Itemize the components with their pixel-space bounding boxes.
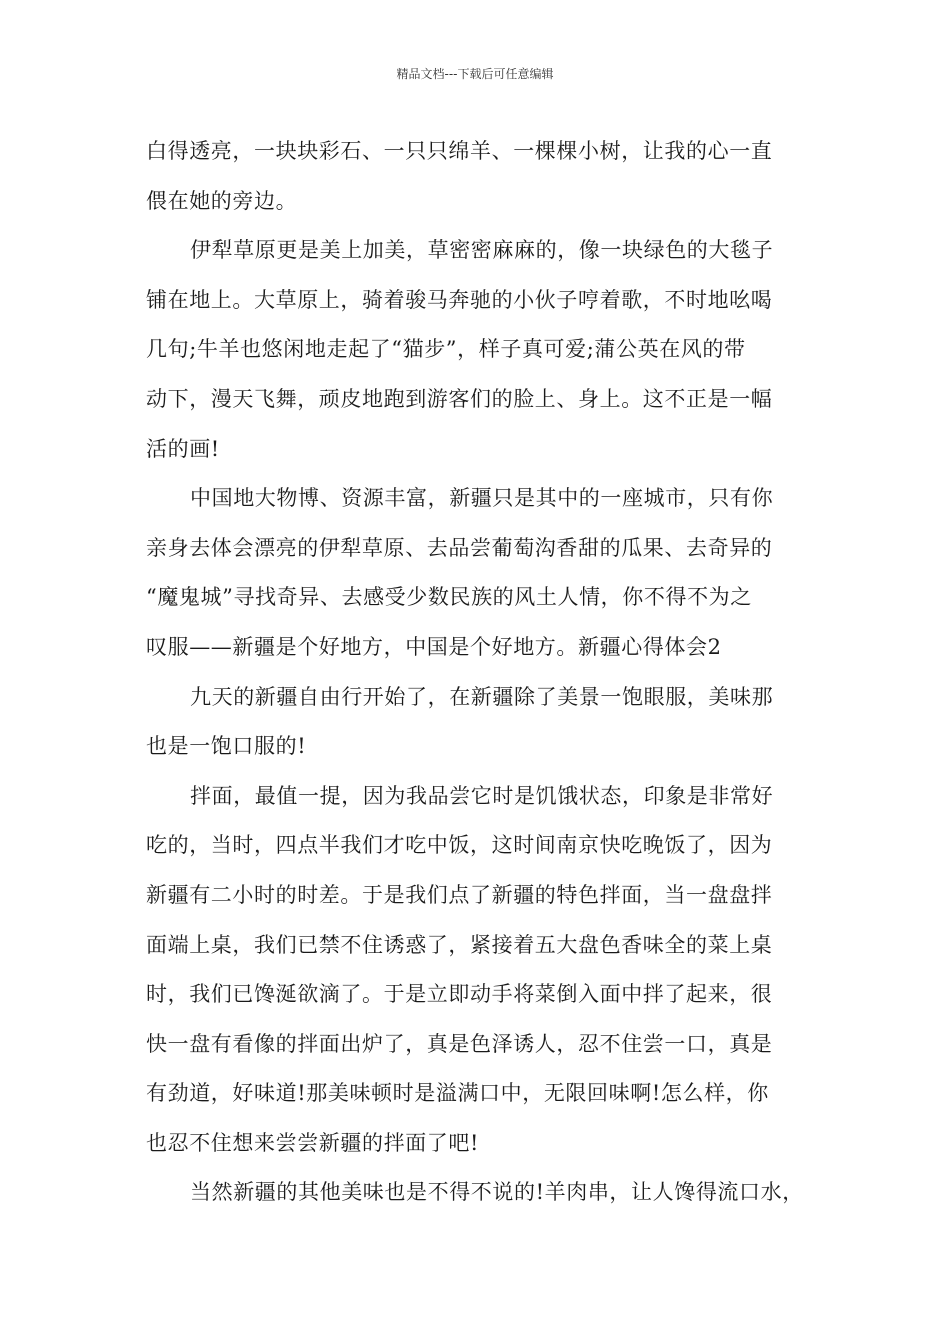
paragraph-start-line: 中国地大物博、资源丰富，新疆只是其中的一座城市，只有你 xyxy=(190,486,774,511)
text-line: 快一盘有看像的拌面出炉了，真是色泽诱人，忍不住尝一口，真是 xyxy=(146,1031,773,1056)
text-line: 动下，漫天飞舞，顽皮地跑到游客们的脸上、身上。这不正是一幅 xyxy=(146,386,773,411)
text-line: 白得透亮，一块块彩石、一只只绵羊、一棵棵小树，让我的心一直 xyxy=(146,139,773,163)
paragraph-start-line: 九天的新疆自由行开始了，在新疆除了美景一饱眼服，美味那 xyxy=(190,684,774,709)
text-line: 吃的，当时，四点半我们才吃中饭，这时间南京快吃晚饭了，因为 xyxy=(146,833,773,858)
page-header: 精品文档---下载后可任意编辑 xyxy=(396,67,554,81)
text-line: 几句;牛羊也悠闲地走起了“猫步”，样子真可爱;蒲公英在风的带 xyxy=(146,337,746,362)
text-line: 铺在地上。大草原上，骑着骏马奔驰的小伙子哼着歌，不时地吆喝 xyxy=(146,287,773,312)
text-line: 偎在她的旁边。 xyxy=(146,188,298,213)
text-line: 也是一饱口服的! xyxy=(146,734,307,759)
text-line: “魔鬼城”寻找奇异、去感受少数民族的风土人情，你不得不为之 xyxy=(146,585,752,610)
text-line: 也忍不住想来尝尝新疆的拌面了吧! xyxy=(146,1130,480,1155)
text-line: 面端上桌，我们已禁不住诱惑了，紧接着五大盘色香味全的菜上桌 xyxy=(146,932,773,957)
paragraph-start-line: 拌面，最值一提，因为我品尝它时是饥饿状态，印象是非常好 xyxy=(190,783,774,808)
text-line: 有劲道，好味道!那美味顿时是溢满口中，无限回味啊!怎么样，你 xyxy=(146,1081,769,1106)
paragraph-start-line: 当然新疆的其他美味也是不得不说的!羊肉串，让人馋得流口水， xyxy=(190,1180,804,1205)
text-line: 新疆有二小时的时差。于是我们点了新疆的特色拌面，当一盘盘拌 xyxy=(146,882,773,907)
text-line: 叹服——新疆是个好地方，中国是个好地方。新疆心得体会2 xyxy=(146,634,722,659)
text-line: 活的画! xyxy=(146,436,220,461)
text-line: 时，我们已馋涎欲滴了。于是立即动手将菜倒入面中拌了起来，很 xyxy=(146,982,773,1007)
document-body xyxy=(146,127,846,1218)
paragraph-start-line: 伊犁草原更是美上加美，草密密麻麻的，像一块绿色的大毯子 xyxy=(190,238,774,263)
text-line: 亲身去体会漂亮的伊犁草原、去品尝葡萄沟香甜的瓜果、去奇异的 xyxy=(146,535,773,560)
